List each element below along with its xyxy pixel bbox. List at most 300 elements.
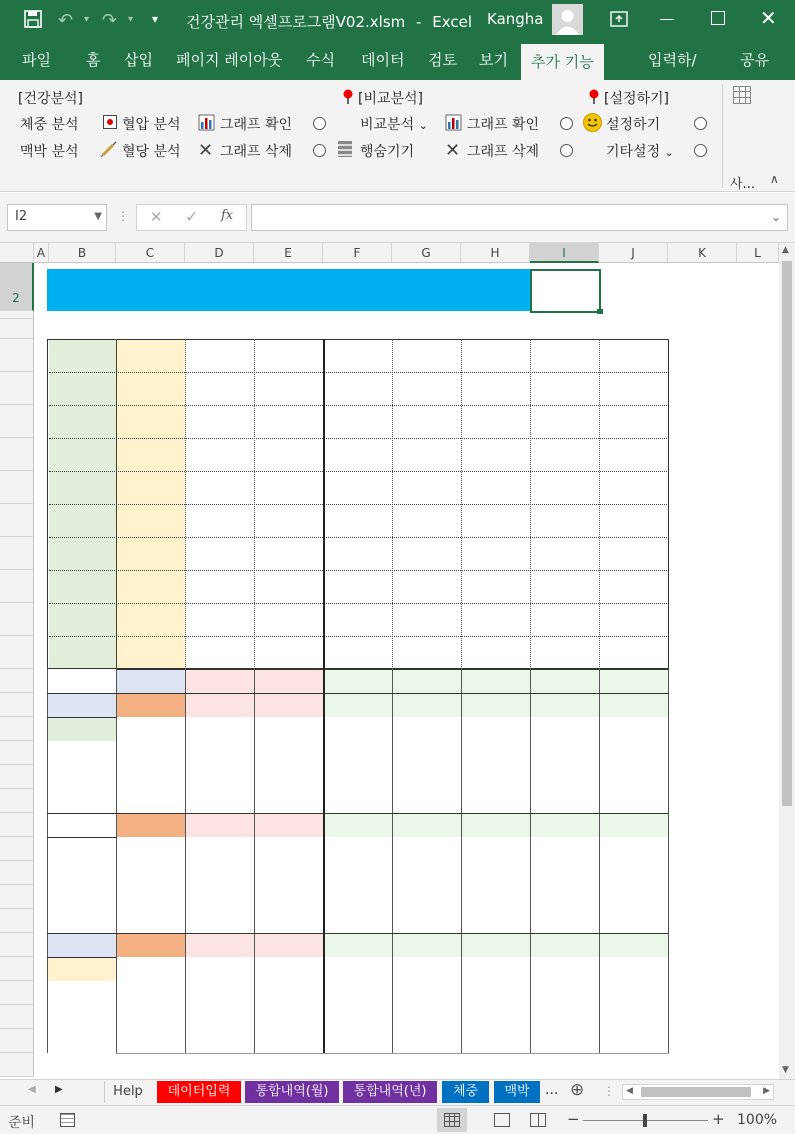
value-cell[interactable] — [323, 693, 392, 717]
table-col-border — [47, 669, 48, 1053]
value-cell[interactable] — [599, 693, 668, 717]
value-cell[interactable] — [599, 741, 668, 765]
value-cell[interactable] — [185, 1029, 254, 1053]
minimize-icon[interactable] — [660, 19, 674, 20]
measure-label — [116, 957, 185, 981]
column-header-j[interactable]: J — [599, 243, 668, 263]
column-header-l[interactable]: L — [737, 243, 779, 263]
macro-record-icon[interactable] — [60, 1113, 75, 1127]
value-cell[interactable] — [599, 1005, 668, 1029]
analysis-label — [47, 957, 116, 981]
value-cell[interactable] — [461, 765, 530, 789]
chart-col-divider — [461, 339, 462, 669]
value-cell[interactable] — [530, 693, 599, 717]
value-cell[interactable] — [530, 909, 599, 933]
value-cell[interactable] — [461, 861, 530, 885]
scroll-left-icon[interactable]: ◀ — [626, 1086, 633, 1096]
value-cell[interactable] — [530, 1005, 599, 1029]
row-header[interactable] — [0, 669, 34, 693]
analysis-label — [47, 693, 116, 717]
pulse-analysis-button[interactable]: 맥박 분석 — [20, 144, 79, 160]
row-header[interactable] — [0, 717, 34, 741]
value-cell[interactable] — [599, 933, 668, 957]
value-cell[interactable] — [599, 861, 668, 885]
title-bar — [0, 0, 795, 40]
value-cell[interactable] — [392, 837, 461, 861]
graph-delete-button-1[interactable]: 그래프 삭제 — [220, 144, 293, 160]
value-cell[interactable] — [323, 981, 392, 1005]
tab-prev-icon[interactable]: ◀ — [28, 1084, 36, 1095]
value-cell[interactable] — [323, 933, 392, 957]
table-col-border — [599, 669, 600, 1053]
title-separator: - — [416, 13, 422, 31]
sheet-tab-bar — [0, 1079, 795, 1105]
zoom-out-button[interactable]: − — [567, 1110, 580, 1128]
chart-gridline — [49, 537, 669, 538]
row-header[interactable]: 2 — [0, 263, 34, 311]
date-cell — [254, 669, 323, 693]
selected-cell-i2[interactable] — [530, 269, 601, 313]
value-cell[interactable] — [254, 741, 323, 765]
undo-dropdown-icon[interactable]: ▾ — [84, 14, 90, 25]
value-cell[interactable] — [530, 885, 599, 909]
row-header[interactable] — [0, 471, 34, 504]
column-header-f[interactable]: F — [323, 243, 392, 263]
row-header[interactable] — [0, 372, 34, 405]
date-label — [116, 669, 185, 693]
chart-col-divider — [254, 339, 255, 669]
value-cell[interactable] — [254, 933, 323, 957]
analysis-label — [47, 933, 116, 957]
value-cell[interactable] — [254, 789, 323, 813]
chart-gridline — [49, 636, 669, 637]
table-col-border — [254, 669, 255, 1053]
value-cell[interactable] — [254, 861, 323, 885]
value-cell[interactable] — [599, 717, 668, 741]
measure-label — [116, 981, 185, 1005]
menu-bar — [0, 40, 795, 80]
row-header[interactable] — [0, 957, 34, 981]
ribbon-group-divider — [722, 84, 723, 188]
value-cell[interactable] — [392, 765, 461, 789]
value-cell[interactable] — [599, 789, 668, 813]
insert-function-icon[interactable]: fx — [221, 208, 234, 223]
value-cell[interactable] — [323, 789, 392, 813]
date-cell — [599, 669, 668, 693]
zoom-in-button[interactable]: + — [712, 1110, 725, 1128]
column-header-d[interactable]: D — [185, 243, 254, 263]
value-cell[interactable] — [461, 813, 530, 837]
tab-file[interactable]: 파일 — [22, 51, 51, 69]
value-cell[interactable] — [185, 1005, 254, 1029]
compare-analysis-label: 비교분석 — [360, 117, 415, 133]
row-header[interactable] — [0, 933, 34, 957]
value-cell[interactable] — [323, 765, 392, 789]
table-col-border — [116, 669, 117, 1053]
delete-x-icon: ✕ — [445, 140, 461, 161]
value-cell[interactable] — [254, 813, 323, 837]
section-border — [47, 717, 117, 718]
zoom-level[interactable]: 100% — [737, 1112, 778, 1128]
row-header[interactable] — [0, 1053, 34, 1077]
value-cell[interactable] — [530, 741, 599, 765]
chart-gridline — [49, 471, 669, 472]
horizontal-scrollbar[interactable] — [622, 1084, 774, 1100]
formula-bar — [0, 193, 795, 243]
section-border — [47, 693, 669, 694]
avatar[interactable] — [552, 4, 583, 35]
table-col-border — [461, 669, 462, 1053]
tab-next-icon[interactable]: ▶ — [55, 1084, 63, 1095]
name-box[interactable] — [7, 204, 107, 231]
value-cell[interactable] — [530, 837, 599, 861]
tab-insert[interactable]: 삽입 — [124, 51, 153, 69]
table-col-border — [323, 669, 325, 1053]
formula-input[interactable] — [251, 204, 788, 231]
value-cell[interactable] — [392, 909, 461, 933]
bar-chart-icon — [445, 114, 462, 131]
date-cell — [323, 669, 392, 693]
zoom-slider[interactable] — [583, 1120, 708, 1121]
graph-check-button-1[interactable]: 그래프 확인 — [220, 117, 293, 133]
qat-customize-icon[interactable]: ▾ — [152, 12, 159, 26]
tell-me-input[interactable]: 입력하/ — [648, 51, 697, 69]
value-cell[interactable] — [185, 861, 254, 885]
value-cell[interactable] — [254, 909, 323, 933]
value-cell[interactable] — [461, 837, 530, 861]
row-header[interactable] — [0, 636, 34, 669]
value-cell[interactable] — [461, 1029, 530, 1053]
value-cell[interactable] — [392, 789, 461, 813]
page-layout-view-icon[interactable] — [494, 1113, 510, 1127]
fill-handle[interactable] — [597, 309, 603, 314]
collapsed-group-button[interactable]: 사... — [730, 177, 755, 192]
tab-review[interactable]: 검토 — [428, 51, 457, 69]
measure-label — [116, 765, 185, 789]
tab-home[interactable]: 홈 — [86, 51, 101, 69]
name-box-value: I2 — [15, 209, 28, 224]
value-cell[interactable] — [530, 717, 599, 741]
value-cell[interactable] — [323, 717, 392, 741]
tab-page-layout[interactable]: 페이지 레이아웃 — [176, 51, 283, 69]
row-header[interactable] — [0, 570, 34, 603]
row-header[interactable] — [0, 537, 34, 570]
value-cell[interactable] — [530, 1029, 599, 1053]
chart-gridline — [49, 570, 669, 571]
row-header[interactable] — [0, 981, 34, 1005]
value-cell[interactable] — [392, 957, 461, 981]
row-header[interactable] — [0, 813, 34, 837]
scroll-thumb[interactable] — [782, 261, 792, 806]
radio-graph-check-1[interactable] — [313, 117, 326, 130]
settings-button[interactable]: 설정하기 — [606, 117, 661, 133]
value-cell[interactable] — [461, 717, 530, 741]
zoom-slider-thumb[interactable] — [643, 1114, 647, 1127]
sheet-tab-pulse[interactable]: 맥박 — [494, 1081, 540, 1103]
column-header-e[interactable]: E — [254, 243, 323, 263]
value-cell[interactable] — [323, 837, 392, 861]
chart-gridline — [49, 405, 669, 406]
radio-graph-check-2[interactable] — [560, 117, 573, 130]
value-cell[interactable] — [185, 909, 254, 933]
value-cell[interactable] — [254, 1005, 323, 1029]
value-cell[interactable] — [323, 909, 392, 933]
date-cell — [461, 669, 530, 693]
chart-col-divider — [323, 339, 325, 669]
value-cell[interactable] — [599, 765, 668, 789]
value-cell[interactable] — [254, 837, 323, 861]
row-header[interactable] — [0, 438, 34, 471]
cancel-icon[interactable]: ✕ — [150, 208, 163, 226]
row-header[interactable] — [0, 909, 34, 933]
value-cell[interactable] — [254, 981, 323, 1005]
value-cell[interactable] — [461, 1005, 530, 1029]
app-name: Excel — [432, 13, 472, 31]
value-cell[interactable] — [461, 981, 530, 1005]
value-cell[interactable] — [461, 885, 530, 909]
value-cell[interactable] — [392, 981, 461, 1005]
tab-formulas[interactable]: 수식 — [306, 51, 335, 69]
row-header[interactable] — [0, 741, 34, 765]
value-cell[interactable] — [530, 957, 599, 981]
value-cell[interactable] — [392, 741, 461, 765]
value-cell[interactable] — [599, 957, 668, 981]
value-cell[interactable] — [461, 693, 530, 717]
value-cell[interactable] — [530, 981, 599, 1005]
syringe-icon — [100, 140, 118, 158]
value-cell[interactable] — [392, 717, 461, 741]
value-cell[interactable] — [461, 957, 530, 981]
scroll-right-icon[interactable]: ▶ — [763, 1086, 770, 1096]
value-cell[interactable] — [254, 765, 323, 789]
column-header-a[interactable]: A — [34, 243, 49, 263]
add-sheet-icon[interactable]: ⊕ — [570, 1080, 585, 1100]
redo-icon[interactable]: ↷ — [102, 10, 118, 31]
value-cell[interactable] — [323, 957, 392, 981]
date-cell — [530, 669, 599, 693]
value-cell[interactable] — [461, 909, 530, 933]
hide-rows-button[interactable]: 행숨기기 — [360, 144, 415, 160]
user-name[interactable]: Kangha — [487, 10, 544, 28]
value-cell[interactable] — [392, 885, 461, 909]
value-cell[interactable] — [599, 1029, 668, 1053]
radio-graph-delete-1[interactable] — [313, 144, 326, 157]
value-cell[interactable] — [530, 861, 599, 885]
column-header-b[interactable]: B — [49, 243, 116, 263]
vertical-scrollbar[interactable] — [779, 243, 795, 1079]
ready-status: 준비 — [8, 1115, 36, 1131]
chevron-down-icon: ⌄ — [418, 119, 428, 132]
select-all-corner[interactable] — [0, 243, 34, 263]
chart-gridline — [49, 372, 669, 373]
status-bar — [0, 1105, 795, 1134]
value-cell[interactable] — [323, 741, 392, 765]
value-cell[interactable] — [185, 789, 254, 813]
date-cell — [185, 669, 254, 693]
row-header[interactable] — [0, 603, 34, 636]
value-cell[interactable] — [599, 909, 668, 933]
chart-gridline — [49, 438, 669, 439]
row-header-gap — [0, 311, 34, 319]
value-cell[interactable] — [392, 861, 461, 885]
other-settings-label: 기타설정 — [606, 144, 661, 160]
graph-check-button-2[interactable]: 그래프 확인 — [467, 117, 540, 133]
measure-label — [116, 789, 185, 813]
ribbon-add-ins — [0, 80, 795, 192]
value-cell[interactable] — [323, 885, 392, 909]
row-header[interactable] — [0, 861, 34, 885]
radio-graph-delete-2[interactable] — [560, 144, 573, 157]
value-cell[interactable] — [185, 813, 254, 837]
settings-group-label: [설정하기] — [604, 91, 670, 107]
maximize-icon[interactable] — [711, 11, 725, 25]
tab-data[interactable]: 데이터 — [361, 51, 405, 69]
enter-check-icon[interactable]: ✓ — [185, 207, 199, 226]
sheet-tab-yearly[interactable]: 통합내역(년) — [343, 1081, 437, 1103]
tab-splitter[interactable]: ⋮ — [603, 1084, 615, 1098]
value-cell[interactable] — [530, 933, 599, 957]
value-cell[interactable] — [599, 885, 668, 909]
chart-gridline — [49, 603, 669, 604]
row-header[interactable] — [0, 504, 34, 537]
scale-cell-b — [49, 319, 116, 339]
value-cell[interactable] — [461, 741, 530, 765]
value-cell[interactable] — [392, 813, 461, 837]
bp-analysis-button[interactable]: 혈압 분석 — [122, 117, 181, 133]
scroll-thumb-h[interactable] — [641, 1087, 751, 1097]
pin-icon — [588, 89, 600, 105]
share-button[interactable]: 공유 — [740, 51, 769, 69]
value-cell[interactable] — [185, 717, 254, 741]
save-icon[interactable] — [24, 10, 42, 28]
measure-label — [116, 885, 185, 909]
scroll-up-icon[interactable]: ▲ — [782, 245, 789, 255]
normal-view-icon[interactable] — [437, 1108, 467, 1132]
value-cell[interactable] — [185, 957, 254, 981]
value-cell[interactable] — [392, 693, 461, 717]
column-header-g[interactable]: G — [392, 243, 461, 263]
sheet-tab-monthly[interactable]: 통합내역(월) — [245, 1081, 339, 1103]
value-cell[interactable] — [599, 813, 668, 837]
grid-icon[interactable] — [733, 86, 751, 104]
compare-analysis-dropdown[interactable] — [360, 114, 428, 134]
tab-add-ins[interactable]: 추가 기능 — [521, 44, 604, 80]
value-cell[interactable] — [254, 885, 323, 909]
row-header[interactable] — [0, 885, 34, 909]
measure-label — [116, 693, 185, 717]
measure-label — [116, 1005, 185, 1029]
value-cell[interactable] — [392, 1005, 461, 1029]
chevron-down-icon[interactable]: ▼ — [94, 211, 102, 222]
more-tabs-button[interactable]: ... — [545, 1082, 559, 1098]
value-cell[interactable] — [461, 933, 530, 957]
formula-bar-divider-icon: ⋮ — [117, 209, 129, 223]
row-header[interactable] — [0, 339, 34, 372]
value-cell[interactable] — [185, 693, 254, 717]
row-header[interactable] — [0, 693, 34, 717]
sugar-analysis-button[interactable]: 혈당 분석 — [122, 144, 181, 160]
window-title — [186, 11, 472, 32]
scale-cell-c — [116, 319, 185, 339]
row-header[interactable] — [0, 405, 34, 438]
value-cell[interactable] — [599, 837, 668, 861]
value-cell[interactable] — [323, 1029, 392, 1053]
collapse-ribbon-icon[interactable]: ∧ — [770, 172, 779, 186]
value-cell[interactable] — [392, 933, 461, 957]
section-border — [47, 813, 669, 814]
row-line — [116, 1053, 669, 1054]
row-header[interactable] — [0, 789, 34, 813]
value-cell[interactable] — [185, 765, 254, 789]
value-cell[interactable] — [530, 789, 599, 813]
chart-col-divider — [599, 339, 600, 669]
value-cell[interactable] — [530, 765, 599, 789]
column-header-k[interactable]: K — [668, 243, 737, 263]
value-cell[interactable] — [323, 861, 392, 885]
radio-settings[interactable] — [694, 117, 707, 130]
value-cell[interactable] — [530, 813, 599, 837]
smiley-icon — [583, 113, 602, 132]
value-cell[interactable] — [185, 741, 254, 765]
value-cell[interactable] — [599, 981, 668, 1005]
delete-x-icon: ✕ — [198, 140, 214, 161]
column-header-h[interactable]: H — [461, 243, 530, 263]
page-break-view-icon[interactable] — [530, 1113, 546, 1127]
sheet-tab-weight[interactable]: 체중 — [442, 1081, 489, 1103]
radio-other-settings[interactable] — [694, 144, 707, 157]
close-icon[interactable]: ✕ — [760, 6, 777, 30]
column-header-c[interactable]: C — [116, 243, 185, 263]
row-header[interactable] — [0, 837, 34, 861]
other-settings-dropdown[interactable] — [606, 141, 674, 161]
worksheet-grid[interactable] — [0, 243, 779, 1079]
value-cell[interactable] — [185, 885, 254, 909]
chevron-down-icon[interactable]: ⌄ — [770, 210, 781, 224]
sheet-tab-data-input[interactable]: 데이터입력 — [157, 1081, 241, 1103]
value-cell[interactable] — [461, 789, 530, 813]
graph-delete-button-2[interactable]: 그래프 삭제 — [467, 144, 540, 160]
value-cell[interactable] — [185, 933, 254, 957]
value-cell[interactable] — [323, 813, 392, 837]
value-cell[interactable] — [254, 717, 323, 741]
sheet-title — [47, 269, 530, 311]
sheet-tab-help[interactable]: Help — [104, 1081, 151, 1103]
file-name: 건강관리 엑셀프로그램V02.xlsm — [186, 13, 406, 31]
table-col-border — [392, 669, 393, 1053]
row-header[interactable] — [0, 319, 34, 339]
value-cell[interactable] — [254, 957, 323, 981]
row-header[interactable] — [0, 765, 34, 789]
value-cell[interactable] — [323, 1005, 392, 1029]
value-cell[interactable] — [185, 837, 254, 861]
row-header[interactable] — [0, 1029, 34, 1053]
column-header-i[interactable]: I — [530, 243, 599, 263]
redo-dropdown-icon[interactable]: ▾ — [128, 14, 134, 25]
value-cell[interactable] — [254, 1029, 323, 1053]
ribbon-display-options-icon[interactable] — [610, 11, 628, 27]
scroll-down-icon[interactable]: ▼ — [782, 1065, 789, 1075]
value-cell[interactable] — [254, 693, 323, 717]
section-border — [47, 957, 117, 958]
weight-analysis-button[interactable]: 체중 분석 — [20, 117, 79, 133]
value-cell[interactable] — [392, 1029, 461, 1053]
tab-view[interactable]: 보기 — [479, 51, 508, 69]
undo-icon[interactable]: ↶ — [58, 10, 74, 31]
row-header[interactable] — [0, 1005, 34, 1029]
section-border — [47, 933, 669, 934]
pin-icon — [342, 89, 354, 105]
value-cell[interactable] — [185, 981, 254, 1005]
